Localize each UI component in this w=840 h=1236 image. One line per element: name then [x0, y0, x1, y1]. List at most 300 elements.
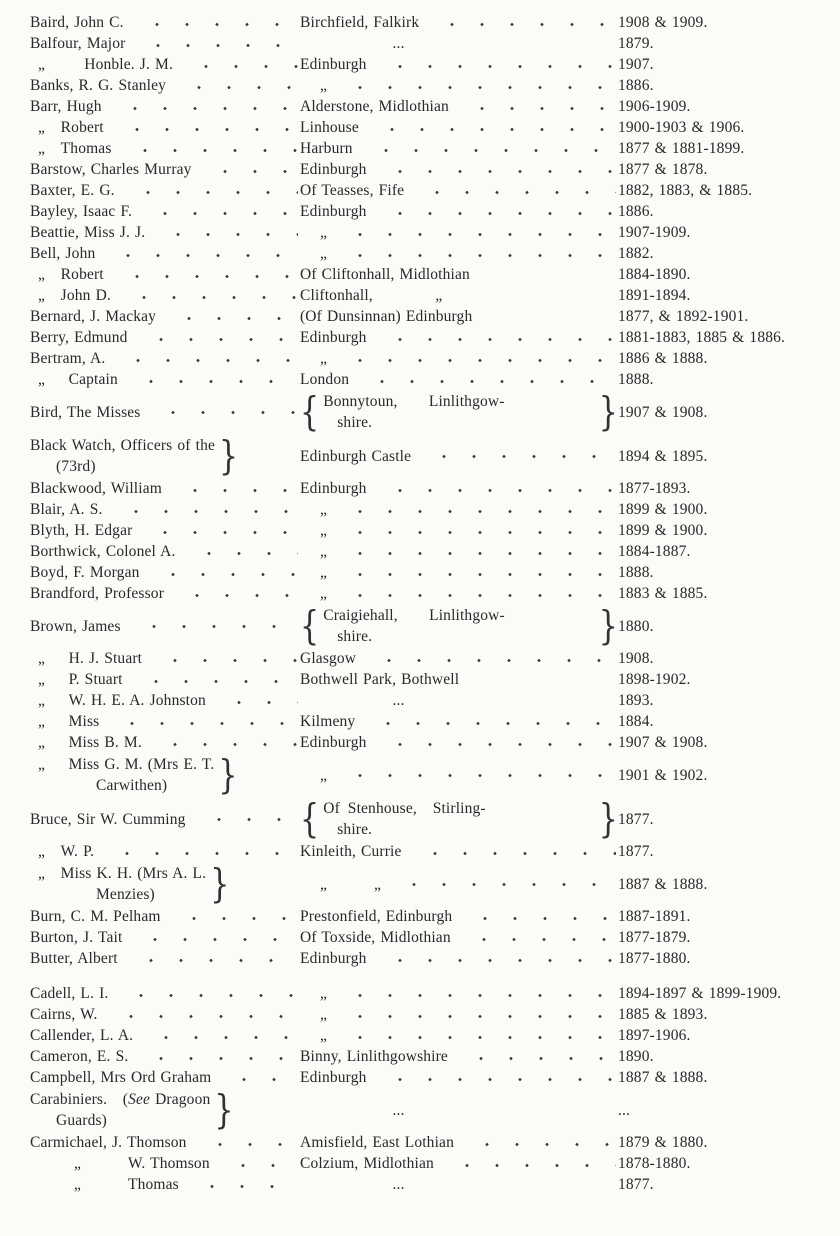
years-cell [618, 327, 828, 348]
place-cell [300, 117, 618, 138]
member-name-lines [30, 327, 128, 348]
place-cell [300, 159, 618, 180]
residence: Linhouse [300, 119, 359, 136]
entry-row [30, 138, 828, 159]
years-cell [618, 669, 828, 690]
membership-years: 1907 & 1908. [618, 734, 708, 751]
name-cell [30, 983, 300, 1004]
leader-dots [220, 1163, 298, 1168]
membership-years: 1883 & 1885. [618, 585, 708, 602]
entry-row [30, 983, 828, 1004]
residence: Edinburgh [300, 1069, 367, 1086]
entry-row [30, 222, 828, 243]
residence: ... [392, 1101, 405, 1119]
residence: Of Cliftonhall, Midlothian [300, 266, 470, 283]
place-cell [300, 285, 618, 306]
residence: (Of Dunsinnan) Edinburgh [300, 308, 473, 325]
entry-row [30, 285, 828, 306]
name-cell [30, 1067, 300, 1088]
leader-dots [115, 358, 298, 363]
membership-years: 1907 & 1908. [618, 403, 708, 421]
membership-years: 1877 & 1878. [618, 161, 708, 178]
membership-years: 1877. [618, 843, 654, 860]
residence: Edinburgh [300, 56, 367, 73]
member-name: Butter, Albert [30, 950, 118, 967]
leader-dots [142, 211, 298, 216]
name-cell [30, 1089, 300, 1131]
residence: ... [392, 1176, 405, 1193]
residence: Amisfield, East Lothian [300, 1134, 454, 1151]
member-name-lines [30, 435, 215, 477]
place-cell [300, 562, 618, 583]
place-cell [300, 874, 618, 895]
years-cell [618, 765, 828, 786]
membership-years: 1885 & 1893. [618, 1006, 708, 1023]
years-cell [618, 138, 828, 159]
entry-row [30, 327, 828, 348]
leader-dots [377, 64, 616, 69]
membership-years: 1893. [618, 692, 654, 709]
member-name: Blackwood, William [30, 480, 162, 497]
membership-years: 1877. [618, 1176, 654, 1193]
residence: Kinleith, Currie [300, 843, 402, 860]
brace-left: { [300, 796, 320, 842]
residence: London [300, 371, 350, 388]
years-cell [618, 499, 828, 520]
name-cell [30, 96, 300, 117]
member-name-lines [30, 520, 132, 541]
name-cell [30, 906, 300, 927]
place-cell [300, 138, 618, 159]
leader-dots [377, 211, 616, 216]
place-cell [300, 520, 618, 541]
leader-dots [337, 509, 616, 514]
years-cell [618, 841, 828, 862]
years-cell [618, 1004, 828, 1025]
leader-dots [337, 530, 616, 535]
years-cell [618, 1132, 828, 1153]
place-cell [300, 54, 618, 75]
place-cell [300, 1025, 618, 1046]
member-name-lines [38, 138, 112, 159]
name-cell [30, 809, 300, 830]
leader-dots [337, 232, 616, 237]
member-name-lines [30, 541, 176, 562]
membership-years: 1880. [618, 617, 654, 635]
entry-row [30, 841, 828, 862]
place-cell [300, 605, 618, 647]
membership-years: 1888. [618, 371, 654, 388]
member-name: „ John D. [38, 287, 111, 304]
member-name: „ P. Stuart [38, 671, 123, 688]
leader-dots [369, 127, 616, 132]
entry-row [30, 1088, 828, 1132]
residence: Kilmeny [300, 713, 356, 730]
leader-dots [135, 43, 298, 48]
member-name: Blair, A. S. [30, 501, 103, 518]
years-cell [618, 948, 828, 969]
member-name-lines [30, 809, 186, 830]
membership-years: 1886 & 1888. [618, 350, 708, 367]
member-name-lines [30, 948, 118, 969]
years-cell [618, 983, 828, 1004]
place-cell [300, 1004, 618, 1025]
brace-left: { [300, 603, 320, 649]
member-name: „ Honble. J. M. [38, 56, 173, 73]
membership-years: 1900-1903 & 1906. [618, 119, 745, 136]
leader-dots [150, 410, 298, 415]
leader-dots [152, 742, 298, 747]
member-name-line2: Menzies) [96, 886, 155, 903]
member-name: Banks, R. G. Stanley [30, 77, 167, 94]
place-cell [300, 33, 618, 54]
leader-dots [337, 85, 616, 90]
place-cell [300, 446, 618, 467]
name-cell [30, 75, 300, 96]
member-name-lines [38, 690, 206, 711]
years-cell [618, 402, 828, 423]
leader-dots [128, 379, 298, 384]
place-cell [300, 369, 618, 390]
name-cell [30, 616, 300, 637]
leader-dots [114, 127, 298, 132]
residence: Harburn [300, 140, 353, 157]
leader-dots [337, 572, 616, 577]
brace-right: } [598, 603, 618, 649]
member-name-lines [30, 1067, 211, 1088]
leader-dots [216, 700, 298, 705]
years-cell [618, 243, 828, 264]
years-cell [618, 1046, 828, 1067]
place-cell [300, 541, 618, 562]
leader-dots [444, 1163, 616, 1168]
residence: Glasgow [300, 650, 357, 667]
years-cell [618, 616, 828, 637]
years-cell [618, 54, 828, 75]
residence-lines [323, 798, 595, 840]
membership-years: 1888. [618, 564, 654, 581]
entry-row [30, 1067, 828, 1088]
brace-right: } [598, 389, 618, 435]
leader-dots [221, 1077, 298, 1082]
member-name-lines [30, 75, 166, 96]
years-cell [618, 927, 828, 948]
name-cell [30, 669, 300, 690]
years-cell [618, 285, 828, 306]
residence: Edinburgh [300, 950, 367, 967]
leader-dots [464, 1142, 616, 1147]
name-cell [30, 1174, 300, 1195]
member-name: Beattie, Miss J. J. [30, 224, 146, 241]
entry-row [30, 348, 828, 369]
membership-years: 1894-1897 & 1899-1909. [618, 985, 782, 1002]
leader-dots [429, 22, 616, 27]
years-cell [618, 478, 828, 499]
place-cell [300, 1132, 618, 1153]
member-name-lines [38, 732, 142, 753]
residence: ... [392, 35, 405, 52]
member-name-lines [30, 562, 140, 583]
place-cell [300, 1067, 618, 1088]
member-name: Brown, James [30, 617, 121, 635]
place-cell [300, 348, 618, 369]
place-cell [300, 306, 618, 327]
residence: Edinburgh [300, 161, 367, 178]
membership-years: ... [618, 1101, 631, 1119]
leader-dots [142, 530, 298, 535]
name-cell [30, 264, 300, 285]
name-cell [30, 159, 300, 180]
entry-row [30, 306, 828, 327]
member-name: „ Miss [38, 713, 100, 730]
member-name-lines [38, 754, 214, 796]
entry-row [30, 753, 828, 797]
entry-row [30, 499, 828, 520]
member-name-lines [30, 12, 124, 33]
member-name-lines [30, 402, 140, 423]
member-name: „ W. P. [38, 843, 95, 860]
leader-dots [377, 337, 616, 342]
member-name-lines [38, 711, 99, 732]
residence: Edinburgh Castle [300, 447, 412, 465]
years-cell [618, 1067, 828, 1088]
member-name-lines [38, 863, 206, 905]
entry-row [30, 33, 828, 54]
member-name: „ Robert [38, 119, 104, 136]
name-cell [30, 201, 300, 222]
entry-row [30, 243, 828, 264]
entry-row [30, 264, 828, 285]
residence: Edinburgh [300, 734, 367, 751]
member-name: Bertram, A. [30, 350, 106, 367]
years-cell [618, 33, 828, 54]
leader-dots [112, 106, 298, 111]
leader-dots [128, 958, 298, 963]
years-cell [618, 648, 828, 669]
membership-years: 1886. [618, 203, 654, 220]
membership-years: 1908. [618, 650, 654, 667]
leader-dots [337, 593, 616, 598]
member-name-lines [38, 264, 104, 285]
leader-dots [459, 106, 616, 111]
member-name: Bird, The Misses [30, 403, 141, 421]
residence: „ [320, 501, 328, 518]
membership-years: 1881-1883, 1885 & 1886. [618, 329, 786, 346]
residence: „ [320, 585, 328, 602]
years-cell [618, 446, 828, 467]
member-name: Blyth, H. Edgar [30, 522, 133, 539]
residence: Bonnytoun, Linlithgow- [323, 393, 505, 410]
leader-dots [138, 337, 298, 342]
place-cell [300, 391, 618, 433]
leader-dots [377, 958, 616, 963]
member-name-lines [30, 180, 115, 201]
name-cell [30, 1025, 300, 1046]
member-name: Balfour, Major [30, 35, 126, 52]
place-cell [300, 222, 618, 243]
member-name: „ H. J. Stuart [38, 650, 143, 667]
place-cell [300, 732, 618, 753]
residence: „ [320, 564, 328, 581]
member-name: Carabiniers. (See Dragoon [30, 1091, 211, 1108]
place-cell [300, 798, 618, 840]
entry-row [30, 690, 828, 711]
place-cell [300, 669, 618, 690]
leader-dots [176, 85, 298, 90]
membership-years: 1899 & 1900. [618, 522, 708, 539]
name-cell [30, 1132, 300, 1153]
place-cell [300, 765, 618, 786]
leader-dots [131, 624, 298, 629]
leader-dots [189, 1184, 298, 1189]
name-cell [30, 499, 300, 520]
membership-years: 1877-1893. [618, 480, 691, 497]
place-cell [300, 264, 618, 285]
member-name: Cadell, L. I. [30, 985, 109, 1002]
place-cell [300, 478, 618, 499]
member-name-lines [30, 243, 95, 264]
member-name-lines [30, 1025, 133, 1046]
membership-years: 1891-1894. [618, 287, 691, 304]
membership-years: 1908 & 1909. [618, 14, 708, 31]
years-cell [618, 732, 828, 753]
years-cell [618, 348, 828, 369]
place-cell [300, 499, 618, 520]
membership-years: 1884-1890. [618, 266, 691, 283]
years-cell [618, 12, 828, 33]
member-name: Callender, L. A. [30, 1027, 134, 1044]
member-name-lines [30, 96, 102, 117]
membership-years: 1887 & 1888. [618, 1069, 708, 1086]
member-name: Brandford, Professor [30, 585, 165, 602]
residence: Edinburgh [300, 329, 367, 346]
name-cell [30, 948, 300, 969]
member-name-lines [74, 1174, 179, 1195]
member-name: „ Miss K. H. (Mrs A. L. [38, 865, 207, 882]
name-cell [30, 435, 300, 477]
entry-row [30, 648, 828, 669]
member-name: Barr, Hugh [30, 98, 102, 115]
entry-row [30, 117, 828, 138]
member-name-lines [38, 841, 94, 862]
leader-dots [132, 937, 298, 942]
member-name: Boyd, F. Morgan [30, 564, 140, 581]
membership-years: 1907. [618, 56, 654, 73]
membership-years: 1894 & 1895. [618, 447, 708, 465]
member-name-lines [30, 583, 164, 604]
place-cell [300, 711, 618, 732]
member-name-lines [30, 1046, 128, 1067]
residence: „ [320, 522, 328, 539]
member-name-lines [30, 478, 162, 499]
member-name-lines [38, 369, 118, 390]
years-cell [618, 541, 828, 562]
leader-dots [174, 593, 298, 598]
years-cell [618, 1153, 828, 1174]
name-cell [30, 520, 300, 541]
place-cell [300, 1174, 618, 1195]
member-name: Burn, C. M. Pelham [30, 908, 161, 925]
member-name: Burton, J. Tait [30, 929, 123, 946]
name-cell [30, 1046, 300, 1067]
leader-dots [337, 551, 616, 556]
membership-years: 1890. [618, 1048, 654, 1065]
name-cell [30, 54, 300, 75]
entry-row [30, 1174, 828, 1195]
leader-dots [461, 937, 616, 942]
years-cell [618, 520, 828, 541]
place-cell [300, 583, 618, 604]
entry-row [30, 159, 828, 180]
entry-row [30, 797, 828, 841]
name-cell [30, 348, 300, 369]
member-name-lines [30, 348, 105, 369]
entry-row [30, 669, 828, 690]
years-cell [618, 180, 828, 201]
membership-years: 1886. [618, 77, 654, 94]
member-name-lines [30, 1089, 210, 1131]
member-name: „ W. Thomson [74, 1155, 210, 1172]
member-name-lines [30, 306, 156, 327]
leader-dots [458, 1056, 616, 1061]
years-cell [618, 1174, 828, 1195]
member-name-lines [30, 201, 132, 222]
entry-row [30, 201, 828, 222]
place-cell [300, 243, 618, 264]
entry-row [30, 1046, 828, 1067]
name-cell [30, 863, 300, 905]
name-cell [30, 690, 300, 711]
leader-dots [125, 190, 298, 195]
member-name-line2: (73rd) [56, 458, 96, 475]
member-name: „ Miss B. M. [38, 734, 142, 751]
member-name-lines [30, 906, 161, 927]
residence: Binny, Linlithgowshire [300, 1048, 448, 1065]
entry-row [30, 562, 828, 583]
member-name-lines [30, 927, 122, 948]
years-cell [618, 690, 828, 711]
residence: Of Teasses, Fife [300, 182, 405, 199]
leader-dots [337, 993, 616, 998]
leader-dots [166, 316, 298, 321]
leader-dots [113, 509, 298, 514]
residence: „ [320, 224, 328, 241]
brace-right: } [214, 1087, 234, 1133]
place-cell [300, 927, 618, 948]
residence-lines [323, 391, 595, 433]
entry-row [30, 434, 828, 478]
residence: Of Stenhouse, Stirling- [323, 800, 486, 817]
entry-row [30, 520, 828, 541]
entry-row [30, 96, 828, 117]
place-cell [300, 1100, 618, 1121]
leader-dots [171, 916, 298, 921]
leader-dots [108, 1014, 298, 1019]
brace-right: } [210, 861, 230, 907]
name-cell [30, 327, 300, 348]
place-cell [300, 96, 618, 117]
place-cell [300, 648, 618, 669]
residence: Colzium, Midlothian [300, 1155, 434, 1172]
residence: Edinburgh [300, 203, 367, 220]
membership-years: 1884. [618, 713, 654, 730]
name-cell [30, 1004, 300, 1025]
residence: „ [320, 543, 328, 560]
leader-dots [412, 851, 616, 856]
residence: Bothwell Park, Bothwell [300, 671, 460, 688]
years-cell [618, 369, 828, 390]
name-cell [30, 927, 300, 948]
